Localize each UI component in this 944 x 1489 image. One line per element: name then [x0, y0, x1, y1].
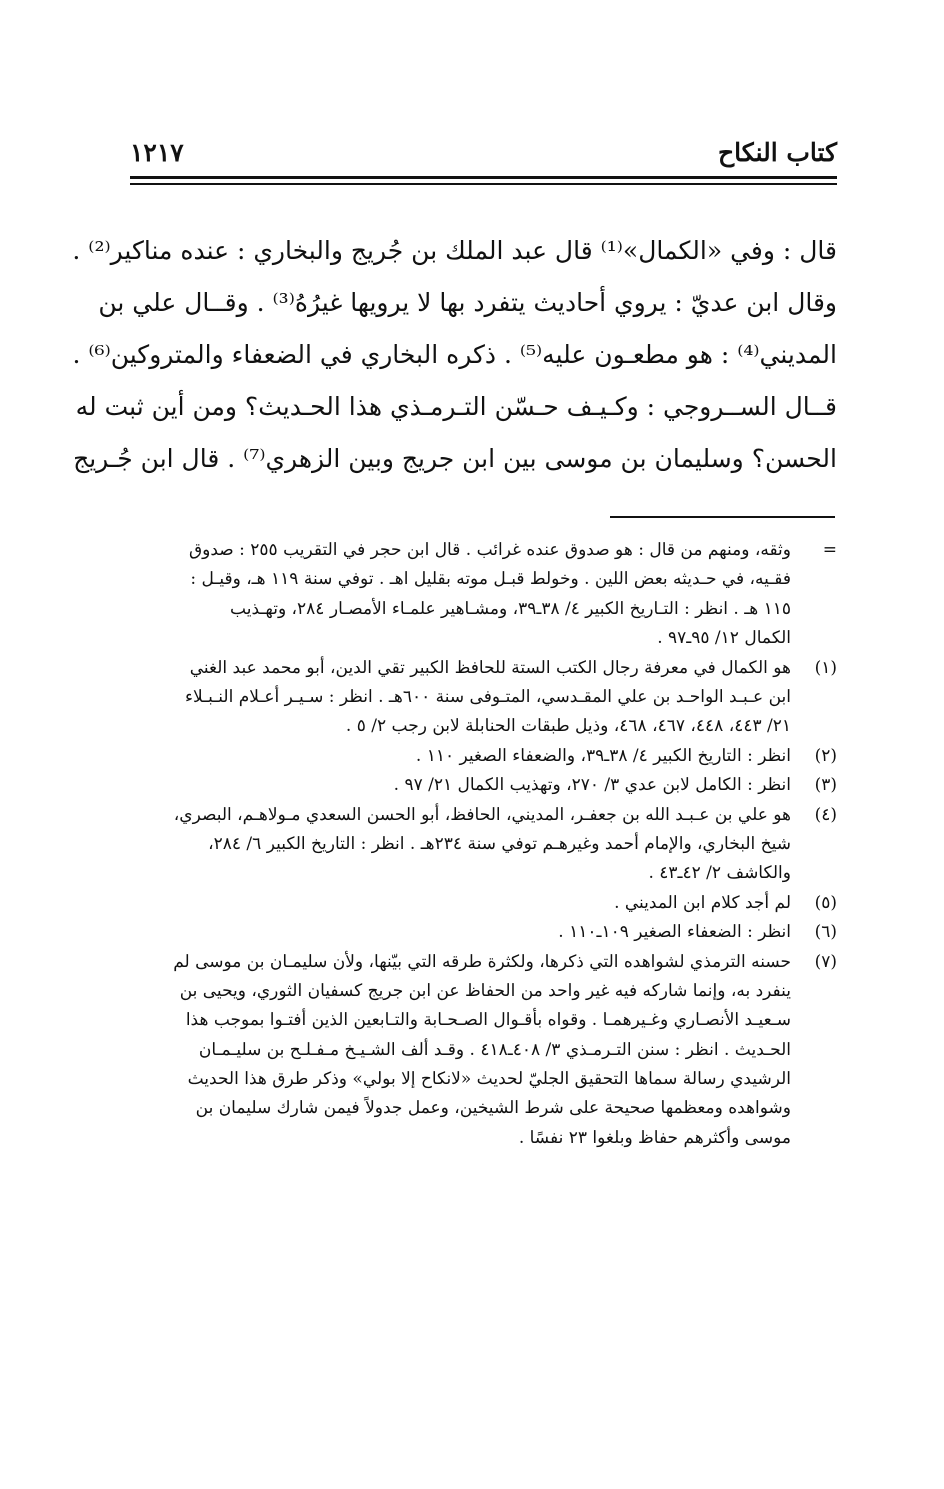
header-rule-thin [130, 183, 837, 185]
footnote-line: ابن عـبـد الواحـد بن علي المقـدسي، المتـوفى سنة ٦٠٠هـ . انظر : سـيـر أعـلام النـبـلاء [185, 686, 791, 707]
main-text-line: قال : وفي «الكمال»⁽¹⁾ قال عبد الملك بن جُريج والبخاري : عنده مناكير⁽²⁾ . [72, 236, 837, 265]
footnote-1 [130, 654, 837, 742]
footnote-marker: (٧) [814, 951, 837, 972]
footnote-6 [130, 918, 837, 947]
footnote-line: سـعيـد الأنصـاري وغـيرهمـا . وقواه بأقـوال الصـحـابة والتـابعين الذين أفتـوا بموجب هذا [185, 1010, 791, 1031]
footnote-7 [130, 948, 837, 1154]
main-text-line: وقال ابن عديّ : يروي أحاديث يتفرد بها لا يرويها غيرُهُ⁽³⁾ . وقــال علي بن [98, 288, 837, 317]
footnote-marker: (٦) [814, 922, 837, 943]
footnotes [130, 536, 837, 1153]
footnote-line: فقـيه، في حـديثه بعض اللين . وخولط قبـل موته بقليل اهـ . توفي سنة ١١٩ هـ، وقيـل : [190, 569, 791, 590]
footnote-line: موسى وأكثرهم حفاظ وبلغوا ٢٣ نفسًا . [518, 1127, 791, 1148]
footnote-marker: (١) [814, 657, 837, 678]
footnote-line: الكمال ١٢/ ٩٥ـ٩٧ . [657, 628, 791, 649]
main-text-line: قــال الســروجي : وكـيـف حـسّن التـرمـذي هذا الحـديث؟ ومن أين ثبت له [75, 392, 837, 421]
footnote-line: انظر : الكامل لابن عدي ٣/ ٢٧٠، وتهذيب الكمال ٢١/ ٩٧ . [393, 775, 791, 796]
chapter-title: كتاب النكاح [718, 138, 837, 167]
page-number: ١٢١٧ [130, 138, 184, 167]
footnote-2 [130, 742, 837, 771]
footnote-3 [130, 771, 837, 800]
footnote-marker: (٣) [814, 775, 837, 796]
footnote-line: الرشيدي رسالة سماها التحقيق الجليّ لحديث «لانكاح إلا بولي» وذكر طرق هذا الحديث [187, 1069, 791, 1090]
main-text [72, 225, 837, 485]
footnote-line: ينفرد به، وإنما شاركه فيه غير واحد من الحفاظ عن ابن جريج كسفيان الثوري، ويحيى بن [179, 980, 791, 1001]
footnote-line: الحـديث . انظر : سنن التـرمـذي ٣/ ٤٠٨ـ٤١٨ . وقـد ألف الشـيـخ مـفـلـح بن سليـمـان [198, 1039, 791, 1060]
footnote-line: ١١٥ هـ . انظر : التـاريخ الكبير ٤/ ٣٨ـ٣٩، ومشـاهير علمـاء الأمصـار ٢٨٤، وتهـذيب [230, 598, 791, 619]
footnote-line: انظر : الضعفاء الصغير ١٠٩ـ١١٠ . [558, 922, 791, 943]
footnote-line: وثقه، ومنهم من قال : هو صدوق عنده غرائب . قال ابن حجر في التقريب ٢٥٥ : صدوق [188, 540, 791, 560]
footnote-continued [130, 536, 837, 654]
footnote-5 [130, 889, 837, 918]
footnote-line: لم أجد كلام ابن المديني . [614, 892, 791, 913]
footnote-marker: (٢) [814, 745, 837, 766]
footnote-marker: = [822, 540, 837, 560]
footnote-line: وشواهده ومعظمها صحيحة على شرط الشيخين، وعمل جدولاً فيمن شارك سليمان بن [195, 1098, 791, 1119]
footnote-line: حسنه الترمذي لشواهده التي ذكرها، ولكثرة طرقه التي بيّنها، ولأن سليمـان بن موسى لم [173, 951, 791, 972]
footnote-line: انظر : التاريخ الكبير ٤/ ٣٨ـ٣٩، والضعفاء الصغير ١١٠ . [415, 745, 791, 766]
header-rule-thick [130, 176, 837, 179]
footnote-line: ٢١/ ٤٤٣، ٤٤٨، ٤٦٧، ٤٦٨، وذيل طبقات الحنابلة لابن رجب ٢/ ٥ . [345, 716, 791, 737]
main-text-line: المديني⁽⁴⁾ : هو مطعـون عليه⁽⁵⁾ . ذكره البخاري في الضعفاء والمتروكين⁽⁶⁾ . [72, 340, 837, 369]
footnote-line: والكاشف ٢/ ٤٢ـ٤٣ . [648, 863, 791, 884]
footnote-4 [130, 801, 837, 889]
running-header [130, 138, 837, 178]
footnote-marker: (٥) [814, 892, 837, 913]
footnote-line: هو الكمال في معرفة رجال الكتب الستة للحافظ الكبير تقي الدين، أبو محمد عبد الغني [189, 657, 791, 678]
footnote-line: شيخ البخاري، والإمام أحمد وغيرهـم توفي سنة ٢٣٤هـ . انظر : التاريخ الكبير ٦/ ٢٨٤، [208, 833, 791, 854]
footnote-marker: (٤) [814, 804, 837, 825]
footnote-line: هو علي بن عـبـد الله بن جعفـر، المديني، الحافظ، أبو الحسن السعدي مـولاهـم، البصري، [173, 804, 791, 825]
main-text-line: الحسن؟ وسليمان بن موسى بين ابن جريج وبين الزهري⁽⁷⁾ . قال ابن جُـريج [73, 444, 837, 473]
footnote-separator [610, 516, 835, 518]
